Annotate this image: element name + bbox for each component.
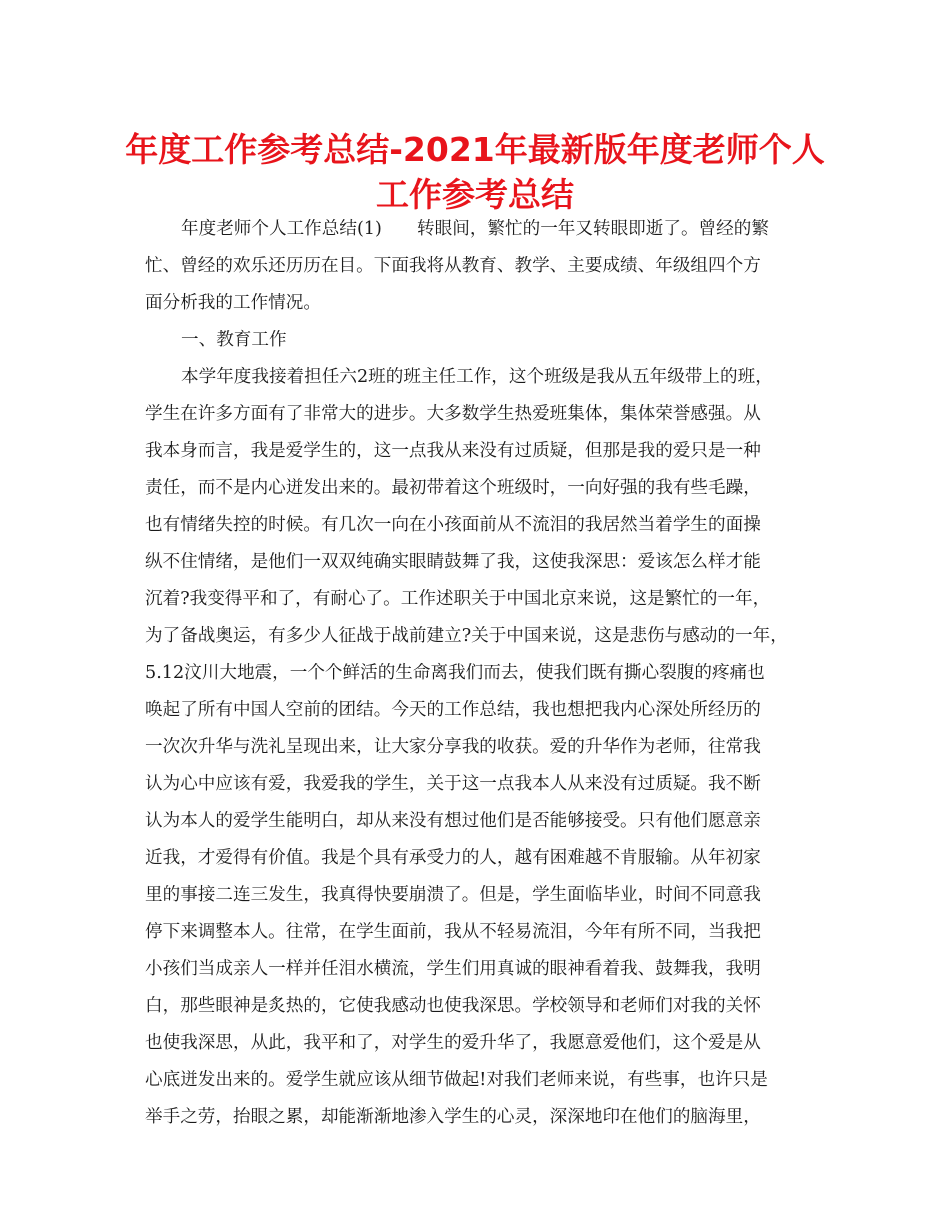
- text-line: 责任，而不是内心迸发出来的。最初带着这个班级时，一向好强的我有些毛躁，: [145, 478, 761, 498]
- text-line: 为了备战奥运，有多少人征战于战前建立?关于中国来说，这是悲伤与感动的一年，: [145, 626, 788, 646]
- text-line: 沉着?我变得平和了，有耐心了。工作述职关于中国北京来说，这是繁忙的一年，: [145, 589, 771, 609]
- text-line: 一次次升华与洗礼呈现出来，让大家分享我的收获。爱的升华作为老师，往常我: [145, 737, 761, 757]
- text-line: 唤起了所有中国人空前的团结。今天的工作总结，我也想把我内心深处所经历的: [145, 700, 761, 720]
- text-line: 也使我深思，从此，我平和了，对学生的爱升华了，我愿意爱他们，这个爱是从: [145, 1033, 761, 1053]
- text-line: 认为心中应该有爱，我爱我的学生，关于这一点我本人从来没有过质疑。我不断: [145, 774, 761, 794]
- text-line: 面分析我的工作情况。: [145, 293, 321, 313]
- section-heading: 一、教育工作: [181, 330, 287, 350]
- text-line: 年度老师个人工作总结(1) 转眼间，繁忙的一年又转眼即逝了。曾经的繁: [181, 219, 769, 239]
- text-line: 举手之劳，抬眼之累，却能渐渐地渗入学生的心灵，深深地印在他们的脑海里，: [145, 1107, 761, 1127]
- text-line: 停下来调整本人。往常，在学生面前，我从不轻易流泪，今年有所不同，当我把: [145, 922, 761, 942]
- document-title-line-1: 年度工作参考总结-2021年最新版年度老师个人: [125, 130, 825, 169]
- text-line: 我本身而言，我是爱学生的，这一点我从来没有过质疑，但那是我的爱只是一种: [145, 441, 761, 461]
- text-line: 忙、曾经的欢乐还历历在目。下面我将从教育、教学、主要成绩、年级组四个方: [145, 256, 761, 276]
- text-line: 小孩们当成亲人一样并任泪水横流，学生们用真诚的眼神看着我、鼓舞我，我明: [145, 959, 761, 979]
- text-line: 5.12汶川大地震，一个个鲜活的生命离我们而去，使我们既有撕心裂腹的疼痛也: [145, 663, 765, 683]
- text-line: 白，那些眼神是炙热的，它使我感动也使我深思。学校领导和老师们对我的关怀: [145, 996, 761, 1016]
- text-line: 也有情绪失控的时候。有几次一向在小孩面前从不流泪的我居然当着学生的面操: [145, 515, 761, 535]
- text-line: 近我，才爱得有价值。我是个具有承受力的人，越有困难越不肯服输。从年初家: [145, 848, 761, 868]
- document-title-line-2: 工作参考总结: [376, 175, 574, 214]
- text-line: 本学年度我接着担任六2班的班主任工作，这个班级是我从五年级带上的班，: [181, 367, 773, 387]
- text-line: 心底迸发出来的。爱学生就应该从细节做起!对我们老师来说，有些事，也许只是: [145, 1070, 768, 1090]
- text-line: 学生在许多方面有了非常大的进步。大多数学生热爱班集体，集体荣誉感强。从: [145, 404, 761, 424]
- text-line: 里的事接二连三发生，我真得快要崩溃了。但是，学生面临毕业，时间不同意我: [145, 885, 761, 905]
- text-line: 纵不住情绪，是他们一双双纯确实眼睛鼓舞了我，这使我深思：爱该怎么样才能: [145, 552, 761, 572]
- text-line: 认为本人的爱学生能明白，却从来没有想过他们是否能够接受。只有他们愿意亲: [145, 811, 761, 831]
